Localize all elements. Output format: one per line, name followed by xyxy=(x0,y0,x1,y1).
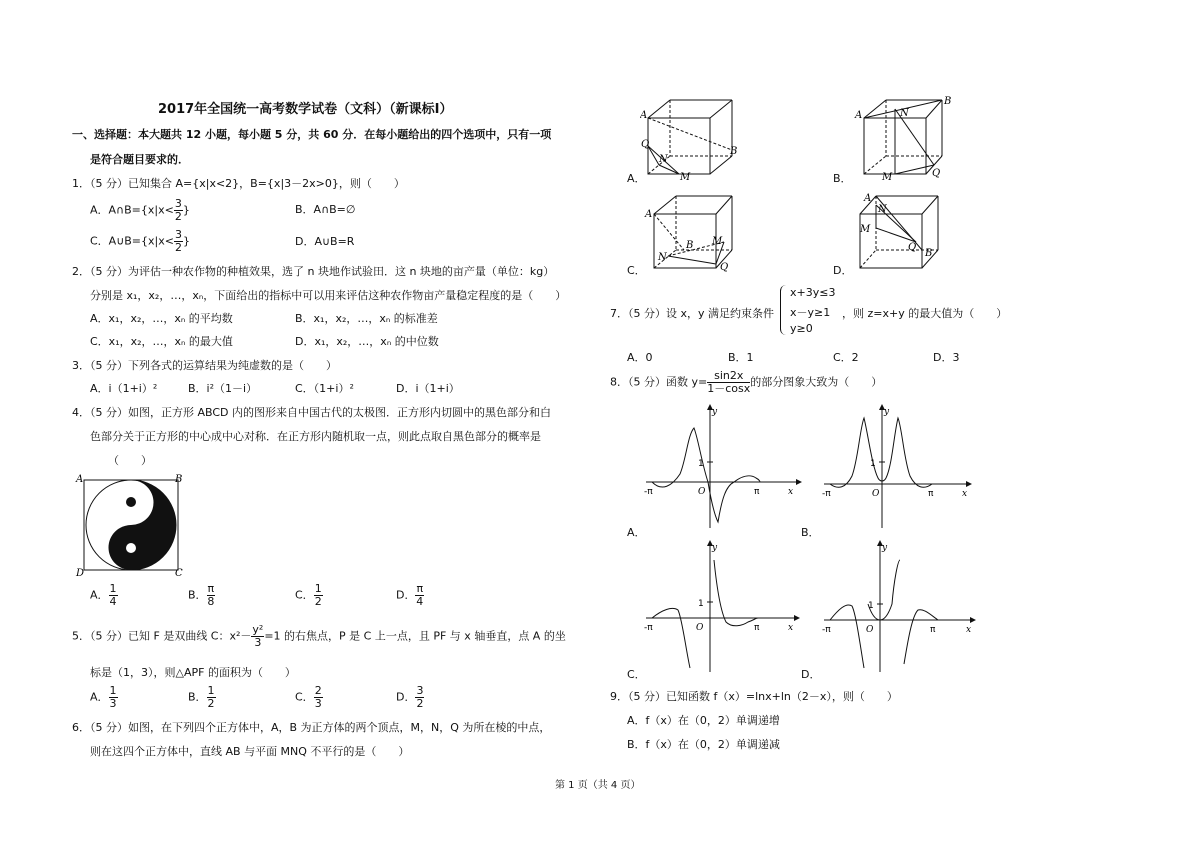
q7-stem-post: ，则 z=x+y 的最大值为（ ） xyxy=(842,307,1008,320)
q9-option-b: B．f（x）在（0，2）单调递减 xyxy=(627,738,780,751)
point-a-label: A xyxy=(76,474,84,485)
q1-option-c: C．A∪B={x|x< $\frac{3}{2}$ } xyxy=(90,228,190,254)
q8-stem: 8．（5 分）函数 y= $\frac{\sin 2x}{1-\cos x}$ 的部分图象大致为（ ） xyxy=(610,369,883,395)
label-a: A xyxy=(855,110,863,121)
q8-option-a: A． xyxy=(627,526,646,539)
taiji-square-figure xyxy=(74,472,186,578)
q5-option-b: B． $\frac{1}{2}$ xyxy=(188,684,215,710)
q5-stem-line2: 标是（1，3），则△APF 的面积为（ ） xyxy=(90,666,296,679)
q6-stem-line2: 则在这四个正方体中，直线 AB 与平面 MNQ 不平行的是（ ） xyxy=(90,745,410,758)
cube-figure-b xyxy=(850,94,960,180)
tick-one: 1 xyxy=(868,601,874,611)
q4-option-a: A． $\frac{1}{4}$ xyxy=(90,582,117,608)
q7-option-a: A．0 xyxy=(627,351,653,364)
q6-option-c: C． xyxy=(627,264,646,277)
y-axis-label: y xyxy=(884,407,890,417)
tick-neg-pi: -π xyxy=(644,623,653,633)
label-q: Q xyxy=(908,242,917,253)
q6-stem-line1: 6．（5 分）如图，在下列四个正方体中，A，B 为正方体的两个顶点，M，N，Q 为所在棱的中点， xyxy=(72,721,551,734)
label-n: N xyxy=(900,108,909,119)
tick-neg-pi: -π xyxy=(644,487,653,497)
label-n: N xyxy=(878,204,887,215)
graph-c xyxy=(642,540,802,676)
q1-option-a: A．A∩B={x|x< $\frac{3}{2}$ } xyxy=(90,197,190,223)
label-a: A xyxy=(645,209,653,220)
label-a: A xyxy=(864,193,872,204)
x-axis-label: x xyxy=(788,487,794,497)
label-q: Q xyxy=(720,262,729,273)
tick-neg-pi: -π xyxy=(822,489,831,499)
q4-stem-line2: 色部分关于正方形的中心成中心对称．在正方形内随机取一点，则此点取自黑色部分的概率是 xyxy=(90,430,541,443)
q1-stem: 1．（5 分）已知集合 A={x|x<2}，B={x|3－2x>0}，则（ ） xyxy=(72,177,405,190)
page-title: 2017年全国统一高考数学试卷（文科）（新课标Ⅰ） xyxy=(158,102,453,117)
label-b: B xyxy=(925,248,933,259)
q6-option-b: B． xyxy=(833,172,852,185)
label-q: Q xyxy=(641,139,650,150)
y-axis-label: y xyxy=(712,543,718,553)
q7-option-d: D．3 xyxy=(933,351,960,364)
q8-option-d: D． xyxy=(801,668,821,681)
q3-option-b: B．i²（1－i） xyxy=(188,382,258,395)
q8-option-c: C． xyxy=(627,668,646,681)
graph-a xyxy=(642,404,802,532)
cube-figure-a xyxy=(640,94,750,180)
tick-pi: π xyxy=(754,487,760,497)
q2-stem-line1: 2．（5 分）为评估一种农作物的种植效果，选了 n 块地作试验田．这 n 块地的亩产量（单位：kg） xyxy=(72,265,555,278)
x-axis-label: x xyxy=(966,625,972,635)
label-n: N xyxy=(659,154,668,165)
label-m: M xyxy=(712,236,723,247)
q9-stem: 9．（5 分）已知函数 f（x）=lnx+ln（2－x），则（ ） xyxy=(610,690,898,703)
q4-stem-line3: （ ） xyxy=(108,454,152,467)
q6-option-a: A． xyxy=(627,172,646,185)
q8-option-b: B． xyxy=(801,526,820,539)
q1-option-b: B．A∩B=∅ xyxy=(295,203,356,216)
x-axis-label: x xyxy=(962,489,968,499)
origin-label: O xyxy=(866,625,874,635)
label-q: Q xyxy=(932,168,941,179)
section-heading: 一、选择题：本大题共 12 小题，每小题 5 分，共 60 分．在每小题给出的四个选项中，只有一项 xyxy=(72,128,552,141)
q4-option-d: D． $\frac{\pi}{4}$ xyxy=(396,582,424,608)
label-m: M xyxy=(680,172,691,180)
y-axis-label: y xyxy=(712,407,718,417)
cube-figure-d xyxy=(850,192,960,274)
y-axis-label: y xyxy=(882,543,888,553)
cube-figure-c xyxy=(640,192,750,274)
tick-one: 1 xyxy=(698,599,704,609)
q5-option-c: C． $\frac{2}{3}$ xyxy=(295,684,322,710)
q2-option-b: B．x₁，x₂，…，xₙ 的标准差 xyxy=(295,312,438,325)
point-c-label: C xyxy=(175,568,183,578)
q2-option-a: A．x₁，x₂，…，xₙ 的平均数 xyxy=(90,312,233,325)
section-heading-cont: 是符合题目要求的． xyxy=(90,153,189,166)
label-a: A xyxy=(640,110,648,121)
q3-stem: 3．（5 分）下列各式的运算结果为纯虚数的是（ ） xyxy=(72,359,337,372)
q7-constraint-2: x－y≥1 xyxy=(790,306,831,319)
tick-pi: π xyxy=(754,623,760,633)
label-b: B xyxy=(730,146,738,157)
q7-stem-pre: 7．（5 分）设 x，y 满足约束条件 xyxy=(610,307,775,320)
origin-label: O xyxy=(872,489,880,499)
q4-option-c: C． $\frac{1}{2}$ xyxy=(295,582,322,608)
q7-brace xyxy=(780,285,787,335)
q9-option-a: A．f（x）在（0，2）单调递增 xyxy=(627,714,780,727)
label-n: N xyxy=(658,252,667,263)
q7-constraint-3: y≥0 xyxy=(790,322,813,335)
q7-option-c: C．2 xyxy=(833,351,859,364)
tick-pi: π xyxy=(930,625,936,635)
q1-option-d: D．A∪B=R xyxy=(295,235,355,248)
q2-option-d: D．x₁，x₂，…，xₙ 的中位数 xyxy=(295,335,439,348)
tick-neg-pi: -π xyxy=(822,625,831,635)
point-b-label: B xyxy=(175,474,183,485)
origin-label: O xyxy=(698,487,706,497)
label-b: B xyxy=(686,240,694,251)
q4-stem-line1: 4．（5 分）如图，正方形 ABCD 内的图形来自中国古代的太极图．正方形内切圆中的黑色部分和白 xyxy=(72,406,552,419)
page-footer: 第 1 页（共 4 页） xyxy=(555,780,641,791)
graph-b xyxy=(820,404,980,532)
tick-pi: π xyxy=(928,489,934,499)
q3-option-c: C．（1+i）² xyxy=(295,382,354,395)
point-d-label: D xyxy=(76,568,85,578)
q3-option-a: A．i（1+i）² xyxy=(90,382,158,395)
label-m: M xyxy=(882,172,893,180)
x-axis-label: x xyxy=(788,623,794,633)
q2-option-c: C．x₁，x₂，…，xₙ 的最大值 xyxy=(90,335,233,348)
q7-constraint-1: x+3y≤3 xyxy=(790,286,836,299)
tick-one: 1 xyxy=(698,459,704,469)
origin-label: O xyxy=(696,623,704,633)
q7-option-b: B．1 xyxy=(728,351,754,364)
q4-option-b: B． $\frac{\pi}{8}$ xyxy=(188,582,215,608)
q6-option-d: D． xyxy=(833,264,853,277)
graph-d xyxy=(820,540,980,676)
label-m: M xyxy=(860,224,871,235)
q5-stem-line1: 5．（5 分）已知 F 是双曲线 C：x²－ $\frac{\text{y²}}{3}$ =1 的右焦点，P 是 C 上一点，且 PF 与 x 轴垂直，点 A 的坐 xyxy=(72,623,566,649)
q5-option-d: D． $\frac{3}{2}$ xyxy=(396,684,424,710)
q3-option-d: D．i（1+i） xyxy=(396,382,460,395)
q5-option-a: A． $\frac{1}{3}$ xyxy=(90,684,117,710)
label-b: B xyxy=(944,96,952,107)
q2-stem-line2: 分别是 x₁，x₂，…，xₙ，下面给出的指标中可以用来评估这种农作物亩产量稳定程度的是（ ） xyxy=(90,289,567,302)
tick-one: 1 xyxy=(870,459,876,469)
